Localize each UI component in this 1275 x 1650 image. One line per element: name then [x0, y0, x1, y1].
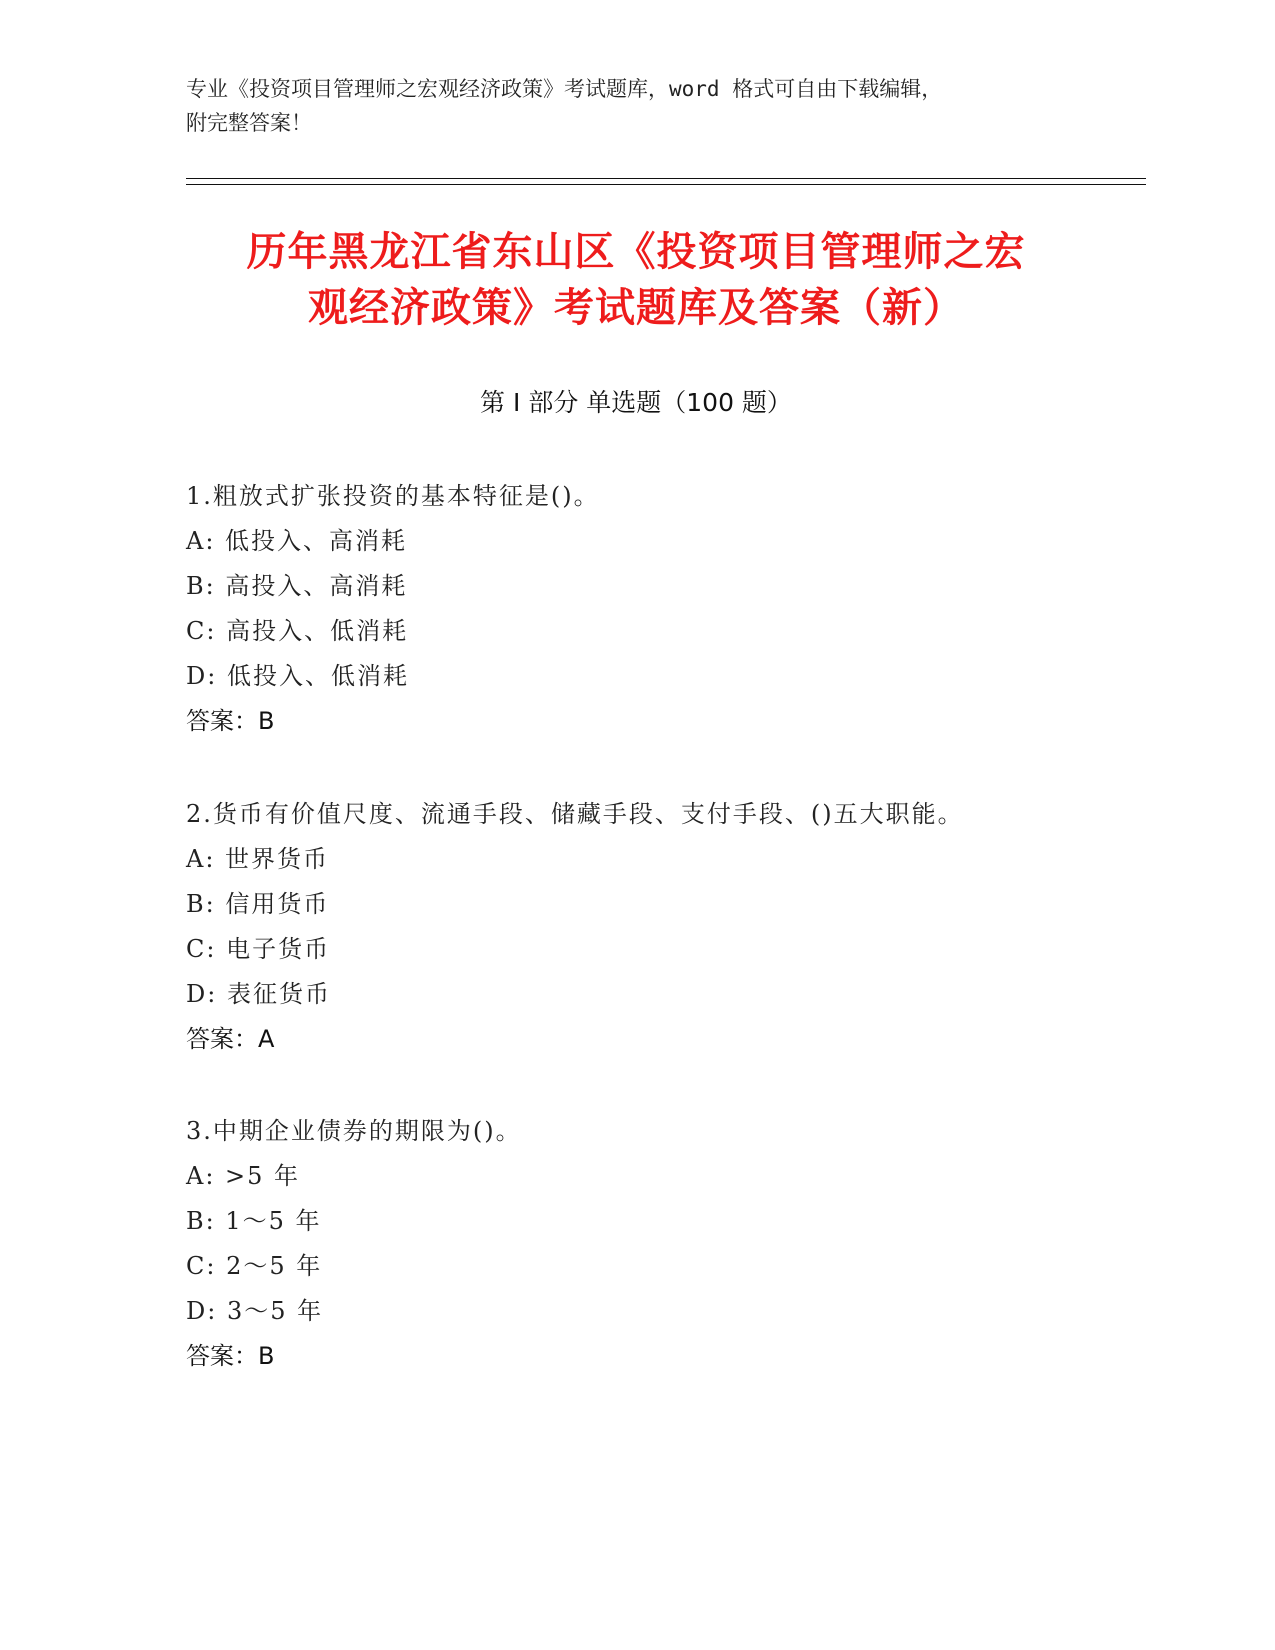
question-stem: 2.货币有价值尺度、流通手段、储藏手段、支付手段、()五大职能。: [186, 800, 964, 828]
question-option: D: 3～5 年: [186, 1297, 324, 1325]
section-heading: 第 I 部分 单选题（100 题）: [480, 388, 792, 417]
header-note-line: 附完整答案！: [186, 111, 312, 135]
question-answer: 答案：A: [186, 1025, 275, 1053]
question-stem: 1.粗放式扩张投资的基本特征是()。: [186, 482, 600, 510]
question-option: B: 信用货币: [186, 890, 330, 918]
question-option: C: 电子货币: [186, 935, 331, 963]
header-divider: [186, 184, 1146, 185]
question-item: [186, 1109, 1146, 1379]
question-stem: 3.中期企业债券的期限为()。: [186, 1117, 522, 1145]
question-answer: 答案：B: [186, 707, 275, 735]
question-option: A: 世界货币: [186, 845, 330, 873]
header-note: [186, 72, 1086, 140]
question-option: D: 低投入、低消耗: [186, 662, 409, 690]
question-option: C: 2～5 年: [186, 1252, 323, 1280]
document-title: [186, 224, 1086, 336]
question-option: B: 1～5 年: [186, 1207, 322, 1235]
header-divider: [186, 178, 1146, 179]
question-option: D: 表征货币: [186, 980, 331, 1008]
document-title-line: 观经济政策》考试题库及答案（新）: [308, 285, 964, 331]
question-option: B: 高投入、高消耗: [186, 572, 408, 600]
header-note-line: 专业《投资项目管理师之宏观经济政策》考试题库，word 格式可自由下载编辑，: [186, 77, 943, 101]
question-option: C: 高投入、低消耗: [186, 617, 409, 645]
question-item: [186, 474, 1146, 744]
question-option: A: 低投入、高消耗: [186, 527, 408, 555]
question-item: [186, 792, 1146, 1062]
question-option: A: >5 年: [186, 1162, 301, 1190]
question-answer: 答案：B: [186, 1342, 275, 1370]
document-title-line: 历年黑龙江省东山区《投资项目管理师之宏: [246, 229, 1026, 275]
